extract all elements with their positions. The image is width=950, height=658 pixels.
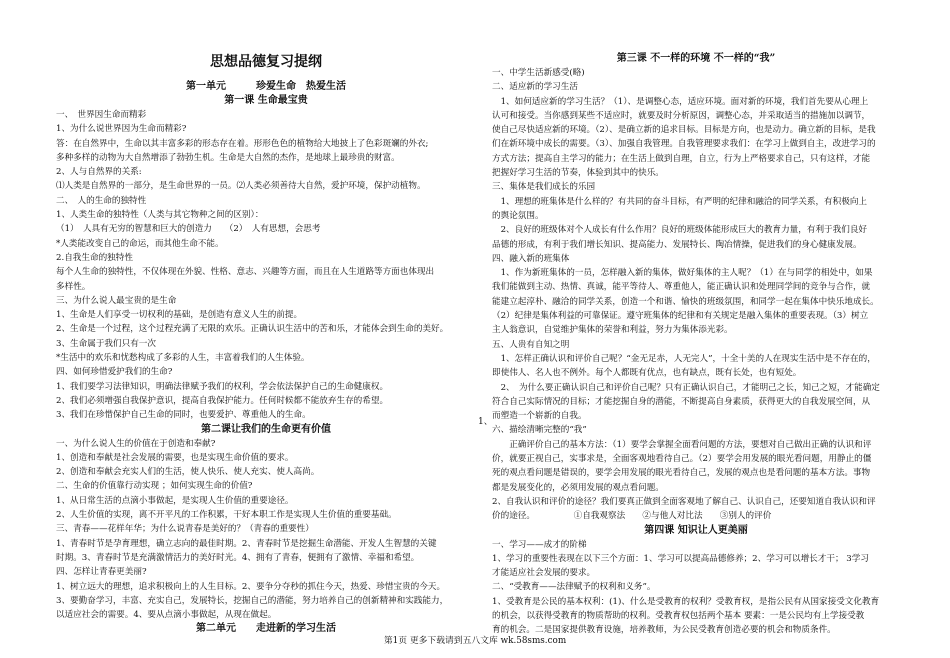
- text-line: 三、集体是我们成长的乐园: [492, 182, 596, 193]
- text-line: 二、适应新的学习生活: [492, 82, 578, 93]
- text-line: 我们能做到主动、热情、真诚，能平等待人、尊重他人，能正确认识和处理同学间的竞争与合作，就: [492, 282, 871, 293]
- text-line: 四、融入新的班集体: [492, 253, 570, 264]
- text-line: 而塑造一个崭新的自我。: [492, 411, 587, 422]
- text-line: 2、我们必须增强自我保护意识，提高自我保护能力。任何时候都不能放弃生存的希望。: [56, 395, 389, 406]
- text-line: 3、我们在珍惜保护自己生命的同时，也要爱护、尊重他人的生命。: [56, 410, 311, 421]
- text-line: 价的途径。 ①自我观察法 ②与他人对比法 ③别人的评价: [492, 511, 772, 522]
- text-line: 都是发展变化的，必须用发展的观点看问题。: [492, 482, 664, 493]
- lesson-heading: 第一课 生命最宝贵: [224, 95, 308, 106]
- text-line: 3、生命属于我们只有一次: [56, 338, 156, 349]
- text-line: 1、如何适应新的学习生活？（1）、是调整心态，适应环境。面对新的环境，我们首先要从心理上: [492, 96, 869, 107]
- text-line: 1、作为新班集体的一员，怎样融入新的集体，做好集体的主人呢？（1）在与同学的相处中，如果: [492, 268, 873, 279]
- text-line: 每个人生命的独特性，不仅体现在外貌、性格、意志、兴趣等方面，而且在人生道路等方面也体现出: [56, 267, 435, 278]
- text-line: 1、人类生命的独特性（人类与其它物种之间的区别）：: [56, 210, 264, 221]
- text-line: 1、树立远大的理想，追求积极向上的人生目标。2、要争分夺秒的抓住今天，热爱、珍惜宝贵的今天。: [56, 581, 446, 592]
- text-line: 一、学习——成才的阶梯: [492, 539, 587, 550]
- text-line: 死的观点看问题是错误的，要学会用发展的眼光看待自己，发展的观点也是看问题的基本方法。事物: [492, 468, 871, 479]
- text-line: 1、怎样正确认识和评价自己呢？“金无足赤，人无完人”，十全十美的人在现实生活中是不存在的，: [492, 353, 876, 364]
- text-line: 2、 为什么要正确认识自己和评价自己呢？只有正确认识自己，才能明己之长，知己之短，才能确定: [492, 382, 880, 393]
- text-line: 二、 人的生命的独特性: [56, 195, 147, 206]
- text-line: 1、受教育是公民的基本权利：(1)、什么是受教育的权利？受教育权，是指公民有从国家接受文化教育: [492, 596, 880, 607]
- margin-number: 1、: [478, 417, 493, 427]
- text-line: 2、人生价值的实现，离不开平凡的工作积累，干好本职工作是实现人生价值的重要基础。: [56, 510, 397, 521]
- text-line: 1、学习的重要性表现在以下三个方面：1、学习可以提高品德修养；2、学习可以增长才干； 3学习: [492, 553, 869, 564]
- text-line: 3、要勤奋学习，丰富、充实自己，发展特长，挖掘自己的潜能，努力培养自己的创新精神和实践能力，: [56, 595, 449, 606]
- text-line: 2、自我认识和评价的途径？我们要真正做到全面客观地了解自己、认识自己，还要知道自我认识和评: [492, 496, 876, 507]
- text-line: 2、生命是一个过程，这个过程充满了无限的欢乐。正确认识生活中的苦和乐，才能体会到生命的美好。: [56, 324, 449, 335]
- text-line: （1） 人具有无穷的智慧和巨大的创造力 （2） 人有思想，会思考: [56, 224, 321, 235]
- text-line: 四、如何珍惜爱护我们的生命?: [56, 367, 173, 378]
- text-line: 1、理想的班集体是什么样的？有共同的奋斗目标，有严明的纪律和融洽的同学关系，有积极向上: [492, 196, 868, 207]
- unit-heading: 第二单元 走进新的学习生活: [196, 623, 336, 635]
- text-line: 2、良好的班级体对个人成长有什么作用？良好的班级体能形成巨大的教育力量，有利于我们良好: [492, 225, 868, 236]
- right-content: [492, 52, 900, 638]
- text-line: 才能适应社会发展的要求。: [492, 568, 596, 579]
- text-line: 多样性。: [56, 281, 91, 292]
- page-title: 思想品德复习提纲: [210, 54, 322, 70]
- text-line: 正确评价自己的基本方法：（1）要学会掌握全面看问题的方法，要想对自己做出正确的认识和评: [492, 439, 872, 450]
- text-line: 六、描绘清晰完整的“我”: [492, 425, 587, 436]
- text-line: 1、从日常生活的点滴小事做起，是实现人生价值的重要途径。: [56, 495, 294, 506]
- text-line: 时期。3、青春时节是充满激情活力的美好时光。4、拥有了青春，便拥有了激情、幸福和希望。: [56, 552, 420, 563]
- text-line: 品德的形成，有利于我们增长知识、提高能力、发展特长、陶冶情操，促进我们的身心健康发展。: [492, 239, 862, 250]
- text-line: ⑴人类是自然界的一部分，是生命世界的一员。⑵人类必须善待大自然，爱护环境，保护动植物。: [56, 181, 426, 192]
- text-line: 以适应社会的需要。4、要从点滴小事做起，从现在做起。: [56, 610, 277, 621]
- right-column: [492, 52, 900, 638]
- text-line: *人类能改变自己的命运，而其他生命不能。: [56, 238, 224, 249]
- text-line: 育的机会。二是国家提供教育设施，培养教师，为公民受教育创造必要的机会和物质条件。: [492, 625, 836, 636]
- text-line: 一、为什么说人生的价值在于创造和奉献?: [56, 438, 216, 449]
- text-line: 认可和接受。当你感到某些不适应时，就要及时分析原因，调整心态，并采取适当的措施加以调节，: [492, 110, 871, 121]
- text-line: 2、创造和奉献会充实人们的生活，使人快乐、使人充实、使人高尚。: [56, 467, 320, 478]
- left-content: [56, 80, 476, 636]
- text-line: 四、怎样让青春更美丽?: [56, 567, 147, 578]
- text-line: 把握好学习生活的节奏，体验到其中的快乐。: [492, 168, 664, 179]
- text-line: 三、为什么说人最宝贵的是生命: [56, 295, 177, 306]
- text-line: 的舆论氛围。: [492, 210, 544, 221]
- left-column: [56, 52, 476, 636]
- text-line: 多种多样的动物为大自然增添了勃勃生机。生命是大自然的杰作，是地球上最珍贵的财富。: [56, 152, 400, 163]
- text-line: 1、创造和奉献是社会发展的需要，也是实现生命价值的要求。: [56, 452, 294, 463]
- text-line: 2、人与自然界的关系:: [56, 167, 142, 178]
- text-line: 1、青春时节是孕育理想，确立志向的最佳时期。2、青春时节是挖掘生命潜能、开发人生智慧的关键: [56, 538, 437, 549]
- lesson-heading: 第四课 知识让人更美丽: [644, 524, 748, 536]
- text-line: 二、生命的价值靠行动实现 ；如何实现生命的价值?: [56, 481, 253, 492]
- text-line: 三、青春——花样年华；为什么说青春是美好的？（青春的重要性）: [56, 524, 314, 535]
- text-line: 使自己尽快适应新的环境。（2）、是确立新的追求目标。目标是方向，也是动力。确立新的目标，是我: [492, 125, 876, 136]
- text-line: 五、人贵有自知之明: [492, 339, 570, 350]
- text-line: 主人翁意识，自觉维护集体的荣誉和利益，努力为集体添光彩。: [492, 325, 733, 336]
- text-line: 2.自我生命的独特性: [56, 252, 133, 263]
- page-footer: 第1页 更多下载请到五八文库 wk.58sms.com: [383, 636, 567, 646]
- text-line: 1、我们要学习法律知识，明确法律赋予我们的权利，学会依法保护自己的生命健康权。: [56, 381, 389, 392]
- text-line: 们在新环境中成长的需要。（3）、加强自我管理。自我管理要求我们：在学习上做到自主，改进学习的: [492, 139, 876, 150]
- text-line: *生活中的欢乐和忧愁构成了多彩的人生，丰富着我们的人生体验。: [56, 353, 310, 364]
- text-line: 一、 世界因生命而精彩: [56, 110, 147, 120]
- text-line: 答：在自然界中，生命以其丰富多彩的形态存在着。形形色色的植物给大地披上了色彩斑斓的外衣;: [56, 138, 429, 149]
- text-line: 符合自己实际情况的目标；才能挖掘自身的潜能，不断提高自身素质，获得更大的自我发展空间，从: [492, 396, 871, 407]
- lesson-heading: 第二课让我们的生命更有价值: [201, 423, 331, 435]
- text-line: 的机会，以获得受教育的物质帮助的权利。受教育权包括两个基本 要素：一是公民均有上学接受教: [492, 610, 865, 621]
- text-line: （2）纪律是集体利益的可靠保证。遵守班集体的纪律和有关规定是融入集体的重要表现。（3）树立: [492, 311, 869, 322]
- unit-heading: 第一单元 珍爱生命 热爱生活: [186, 81, 346, 92]
- text-line: 方式方法；提高自主学习的能力；在生活上做到自理，自立，行为上严格要求自己，只有这样，才能: [492, 153, 871, 164]
- text-line: 1、生命是人们享受一切权利的基础，是创造有意义人生的前提。: [56, 310, 303, 321]
- text-line: 价，就要正视自己，实事求是，全面客观地看待自己。（2）要学会用发展的眼光看问题，用静止的僵: [492, 454, 872, 465]
- text-line: 能建立起淳朴、融洽的同学关系，创造一个和谐、愉快的班级氛围，和同学一起在集体中快乐地成长。: [492, 296, 879, 307]
- text-line: 即使伟人、名人也不例外。每个人都既有优点，也有缺点，既有长处，也有短处。: [492, 368, 802, 379]
- text-line: 一、中学生活新感受(略): [492, 68, 585, 78]
- lesson-heading: 第三课 不一样的环境 不一样的“我”: [616, 53, 776, 64]
- text-line: 二、“受教育——法律赋予的权利和义务”。: [492, 582, 656, 593]
- text-line: 1、为什么说世界因为生命而精彩?: [56, 124, 187, 135]
